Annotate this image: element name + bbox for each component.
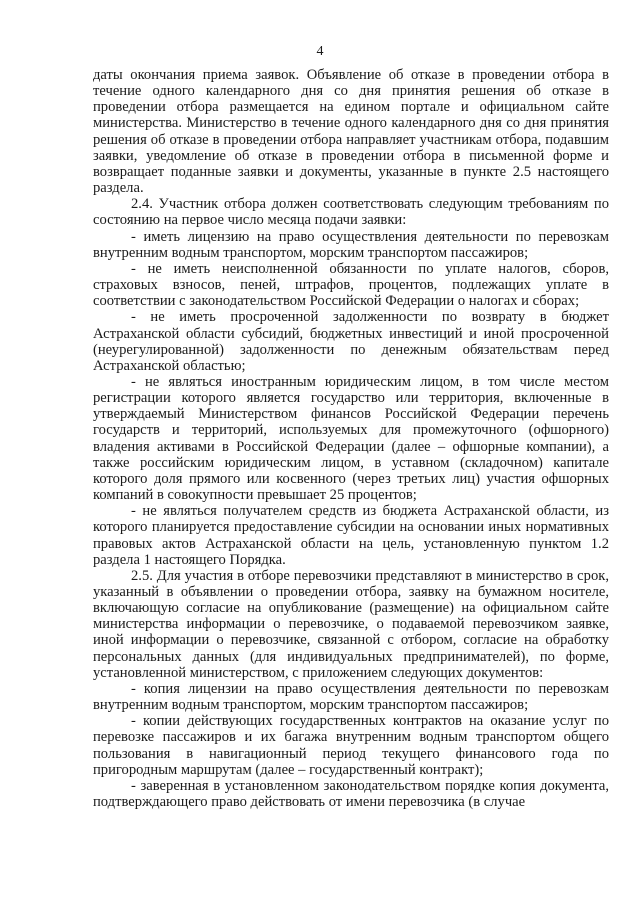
requirement-no-tax-debt: - не иметь неисполненной обязанности по уплате налогов, сборов, страховых взносов, пеней, штрафов, процентов, подлежащих уплате в соответствии с законодательством Российской Федерации о налогах и сборах; xyxy=(93,260,609,310)
paragraph-1: даты окончания приема заявок. Объявление об отказе в проведении отбора в течение одного календарного дня со дня принятия решения об отказе в проведении отбора размещается на едином портале и официальном сайте министерства. Министерство в течение одного календарного дня со дня принятия решения об отказе в проведении отбора направляет участникам отбора, подавшим заявки, уведомление об отказе в проведении отбора в письменной форме и возвращает поданные заявки и документы, указанные в пункте 2.5 настоящего раздела. xyxy=(93,67,609,197)
requirement-not-foreign-entity: - не являться иностранным юридическим лицом, в том числе местом регистрации которого является государство или территория, включенные в утверждаемый Министерством финансов Российской Федерации перечень государств и территорий, используемых для промежуточного (офшорного) владения активами в Российской Федерации (далее – офшорные компании), а также российским юридическим лицом, в уставном (складочном) капитале которого доля прямого или косвенного (через третьих лиц) участия офшорных компаний в совокупности превышает 25 процентов; xyxy=(93,373,609,504)
document-license-copy: - копия лицензии на право осуществления деятельности по перевозкам внутренним водным транспортом, морским транспортом пассажиров; xyxy=(93,680,609,714)
paragraph-2-5: 2.5. Для участия в отборе перевозчики представляют в министерство в срок, указанный в объявлении о проведении отбора, заявку на бумажном носителе, включающую согласие на опубликование (размещение) на официальном сайте министерства информации о перевозчике, о подаваемой перевозчиком заявке, иной информации о перевозчике, связанной с отбором, согласие на обработку персональных данных (для индивидуальных предпринимателей), по форме, установленной министерством, с приложением следующих документов: xyxy=(93,567,609,681)
document-body xyxy=(93,67,609,810)
requirement-not-budget-recipient: - не являться получателем средств из бюджета Астраханской области, из которого планируется предоставление субсидии на основании иных нормативных правовых актов Астраханской области на цель, установленную пунктом 1.2 раздела 1 настоящего Порядка. xyxy=(93,503,609,568)
requirement-license: - иметь лицензию на право осуществления деятельности по перевозкам внутренним водным транспортом, морским транспортом пассажиров; xyxy=(93,228,609,261)
requirement-no-budget-debt: - не иметь просроченной задолженности по возврату в бюджет Астраханской области субсидий, бюджетных инвестиций и иной просроченной (неурегулированной) задолженности по денежным обязательствам перед Астраханской областью; xyxy=(93,309,609,374)
paragraph-2-4: 2.4. Участник отбора должен соответствовать следующим требованиям по состоянию на первое число месяца подачи заявки: xyxy=(93,196,609,229)
document-contract-copies: - копии действующих государственных контрактов на оказание услуг по перевозке пассажиров и их багажа внутренним водным транспортом общего пользования в навигационный период текущего финансового года по пригородным маршрутам (далее – государственный контракт); xyxy=(93,713,609,778)
document-authority-copy: - заверенная в установленном законодательством порядке копия документа, подтверждающего право действовать от имени перевозчика (в случае xyxy=(93,777,609,811)
page-number: 4 xyxy=(316,44,324,59)
